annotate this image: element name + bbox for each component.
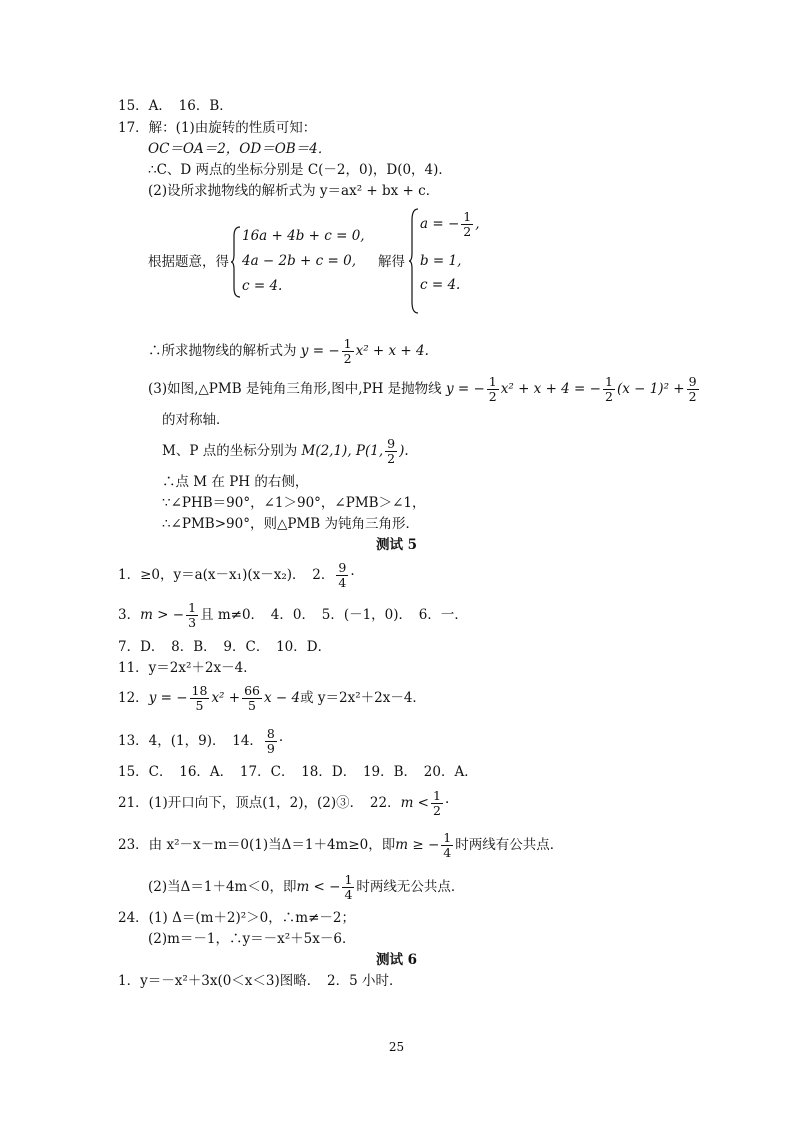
fraction: [461, 210, 473, 239]
fraction-denominator: 3: [188, 615, 197, 630]
system2-eq1: [420, 210, 480, 239]
left-brace-icon: [230, 226, 242, 298]
trailing-dot: ·: [350, 567, 355, 583]
page-number: 25: [388, 1040, 405, 1054]
trailing-dot: ·: [444, 795, 450, 811]
test5-answer-7-10: 7．D． 8．B． 9．C． 10．D．: [118, 639, 332, 655]
answer-17-line-a: OC＝OA＝2，OD＝OB＝4．: [148, 141, 332, 157]
test5-answer-24-part2: (2)m＝－1，∴y＝－x²＋5x－6．: [148, 931, 356, 947]
coordinate-suffix: ).: [399, 443, 409, 459]
test6-answer-1-2: 1．y＝－x²＋3x(0＜x＜3)图略． 2．5 小时．: [118, 973, 403, 989]
answer-17-line-f-prefix: (3)如图,△PMB 是钝角三角形,图中,PH 是抛物线: [148, 381, 442, 397]
fraction-denominator: 2: [463, 224, 472, 239]
fraction: [603, 375, 615, 404]
test5-answer-12: [118, 679, 426, 717]
fraction: [431, 789, 443, 818]
system2-eq1-prefix: a = −: [420, 216, 460, 232]
fraction: [265, 727, 277, 756]
section-heading-test-6: 测试 6: [375, 952, 418, 968]
fraction: [687, 375, 699, 404]
fraction-denominator: 2: [688, 389, 697, 404]
answer-17-line-g: 的对称轴．: [162, 412, 230, 428]
answer-17-line-h: [162, 432, 409, 470]
test5-answer-3-6-text: 且 m≠0． 4．0． 5．(－1，0)． 6．一．: [200, 607, 468, 623]
answer-17-line-h-prefix: M、P 点的坐标分别为: [162, 443, 298, 459]
fraction-numerator: 9: [338, 560, 347, 575]
equation-prefix: y = −: [148, 690, 188, 706]
answer-17-line-d-mid: 解得: [378, 254, 405, 270]
fraction-denominator: 2: [387, 451, 396, 466]
fraction-denominator: 5: [195, 698, 204, 713]
answer-15-16: 15．A． 16．B．: [118, 98, 233, 114]
fraction-denominator: 4: [344, 887, 353, 902]
answer-17-title: 17．解：(1)由旋转的性质可知：: [118, 120, 317, 136]
fraction-denominator: 4: [338, 575, 347, 590]
equation-prefix: y = −: [300, 343, 340, 359]
answer-17-line-e: [148, 332, 429, 370]
section-heading-test-5: 测试 5: [375, 537, 418, 553]
test5-answer-3-6: [118, 596, 468, 634]
test5-answer-21-22-text: 21．(1)开口向下，顶点(1，2)，(2)③． 22．: [118, 795, 401, 811]
trailing-dot: ·: [278, 733, 284, 749]
fraction-numerator: 1: [604, 374, 613, 389]
fraction-denominator: 5: [248, 698, 256, 713]
equation-suffix: x − 4: [263, 690, 301, 706]
inequality-prefix: m > −: [140, 607, 185, 623]
equation-middle: x² +: [211, 690, 241, 706]
answer-17-line-e-prefix: ∴所求抛物线的解析式为: [148, 343, 297, 359]
fraction: [441, 831, 453, 860]
test5-answer-23-part2-suffix: 时两线无公共点．: [356, 879, 465, 895]
fraction: [190, 684, 210, 713]
answer-17-line-b: ∴C、D 两点的坐标分别是 C(－2，0)，D(0，4)．: [148, 162, 452, 178]
test5-answer-12-prefix: 12．: [118, 690, 149, 706]
fraction-denominator: 2: [432, 803, 441, 818]
coordinate-prefix: M(2,1), P(1,: [301, 443, 384, 459]
system1-eq3: c = 4.: [242, 278, 283, 294]
test5-answer-3-prefix: 3．: [118, 607, 141, 623]
test5-answer-23-part2: [148, 868, 464, 906]
fraction-numerator: 1: [432, 788, 441, 803]
fraction: [487, 375, 499, 404]
fraction: [342, 337, 354, 366]
equation-suffix: x² + x + 4.: [355, 343, 429, 359]
test5-answer-1-2: [118, 556, 355, 594]
fraction: [342, 873, 354, 902]
answer-17-line-i: ∴点 M 在 PH 的右侧，: [162, 474, 309, 490]
answer-17-line-j: ∵∠PHB＝90°，∠1＞90°，∠PMB＞∠1，: [162, 495, 426, 511]
inequality-prefix: m < −: [296, 879, 341, 895]
system2-eq3: c = 4.: [420, 277, 461, 293]
answer-17-line-d-prefix: 根据题意，得: [148, 254, 229, 270]
system1-eq1: 16a + 4b + c = 0,: [242, 228, 365, 244]
system1-eq2: 4a − 2b + c = 0,: [242, 253, 356, 269]
left-brace-icon: [408, 208, 420, 314]
test5-answer-11: 11．y＝2x²＋2x－4．: [118, 660, 257, 676]
test5-answer-13-14-text: 13．4，(1，9)． 14．: [118, 733, 263, 749]
test5-answer-12-text: 或 y＝2x²＋2x－4．: [300, 690, 426, 706]
answer-17-line-f: [148, 370, 701, 408]
fraction: [336, 561, 348, 590]
fraction-denominator: 4: [443, 845, 452, 860]
fraction: [385, 437, 397, 466]
fraction-denominator: 9: [266, 741, 275, 756]
fraction-numerator: 66: [244, 683, 260, 698]
fraction-numerator: 9: [387, 436, 396, 451]
fraction: [242, 684, 262, 713]
equation-middle: x² + x + 4 = −: [500, 381, 601, 397]
test5-answer-23-suffix: 时两线有公共点．: [455, 837, 564, 853]
system2-eq2: b = 1,: [420, 253, 462, 269]
test5-answer-23-part2-prefix: (2)当Δ＝1＋4m＜0，即: [148, 879, 297, 895]
fraction-denominator: 2: [604, 389, 613, 404]
fraction-numerator: 1: [463, 209, 472, 224]
fraction-numerator: 8: [266, 726, 275, 741]
fraction-numerator: 1: [488, 374, 497, 389]
fraction-denominator: 2: [488, 389, 497, 404]
fraction: [186, 601, 198, 630]
test5-answer-23-part1: [118, 826, 563, 864]
fraction-numerator: 18: [191, 683, 208, 698]
fraction-denominator: 2: [343, 351, 352, 366]
answer-17-line-c: (2)设所求抛物线的解析式为 y＝ax² + bx + c．: [148, 183, 440, 199]
fraction-numerator: 1: [344, 872, 353, 887]
test5-answer-1-2-text: 1．≥0，y＝a(x－x₁)(x－x₂)． 2．: [118, 567, 335, 583]
test5-answer-23-prefix: 23．由 x²－x－m＝0(1)当Δ＝1＋4m≥0，即: [118, 837, 396, 853]
fraction-numerator: 1: [443, 830, 452, 845]
equation-prefix: y = −: [445, 381, 485, 397]
equation-middle-2: (x − 1)² +: [616, 381, 685, 397]
test5-answer-21-22: [118, 784, 449, 822]
answer-17-line-k: ∴∠PMB>90°，则△PMB 为钝角三角形．: [162, 516, 419, 532]
inequality-prefix: m <: [400, 795, 429, 811]
fraction-numerator: 1: [188, 600, 197, 615]
fraction-numerator: 9: [688, 374, 697, 389]
test5-answer-24-part1: 24．(1) Δ＝(m＋2)²＞0，∴m≠－2；: [118, 910, 355, 926]
fraction-numerator: 1: [343, 336, 352, 351]
test5-answer-15-20: 15．C． 16．A． 17．C． 18．D． 19．B． 20．A．: [118, 764, 478, 780]
system2-eq1-suffix: ,: [475, 216, 480, 232]
test5-answer-13-14: [118, 722, 283, 760]
inequality-prefix: m ≥ −: [395, 837, 440, 853]
